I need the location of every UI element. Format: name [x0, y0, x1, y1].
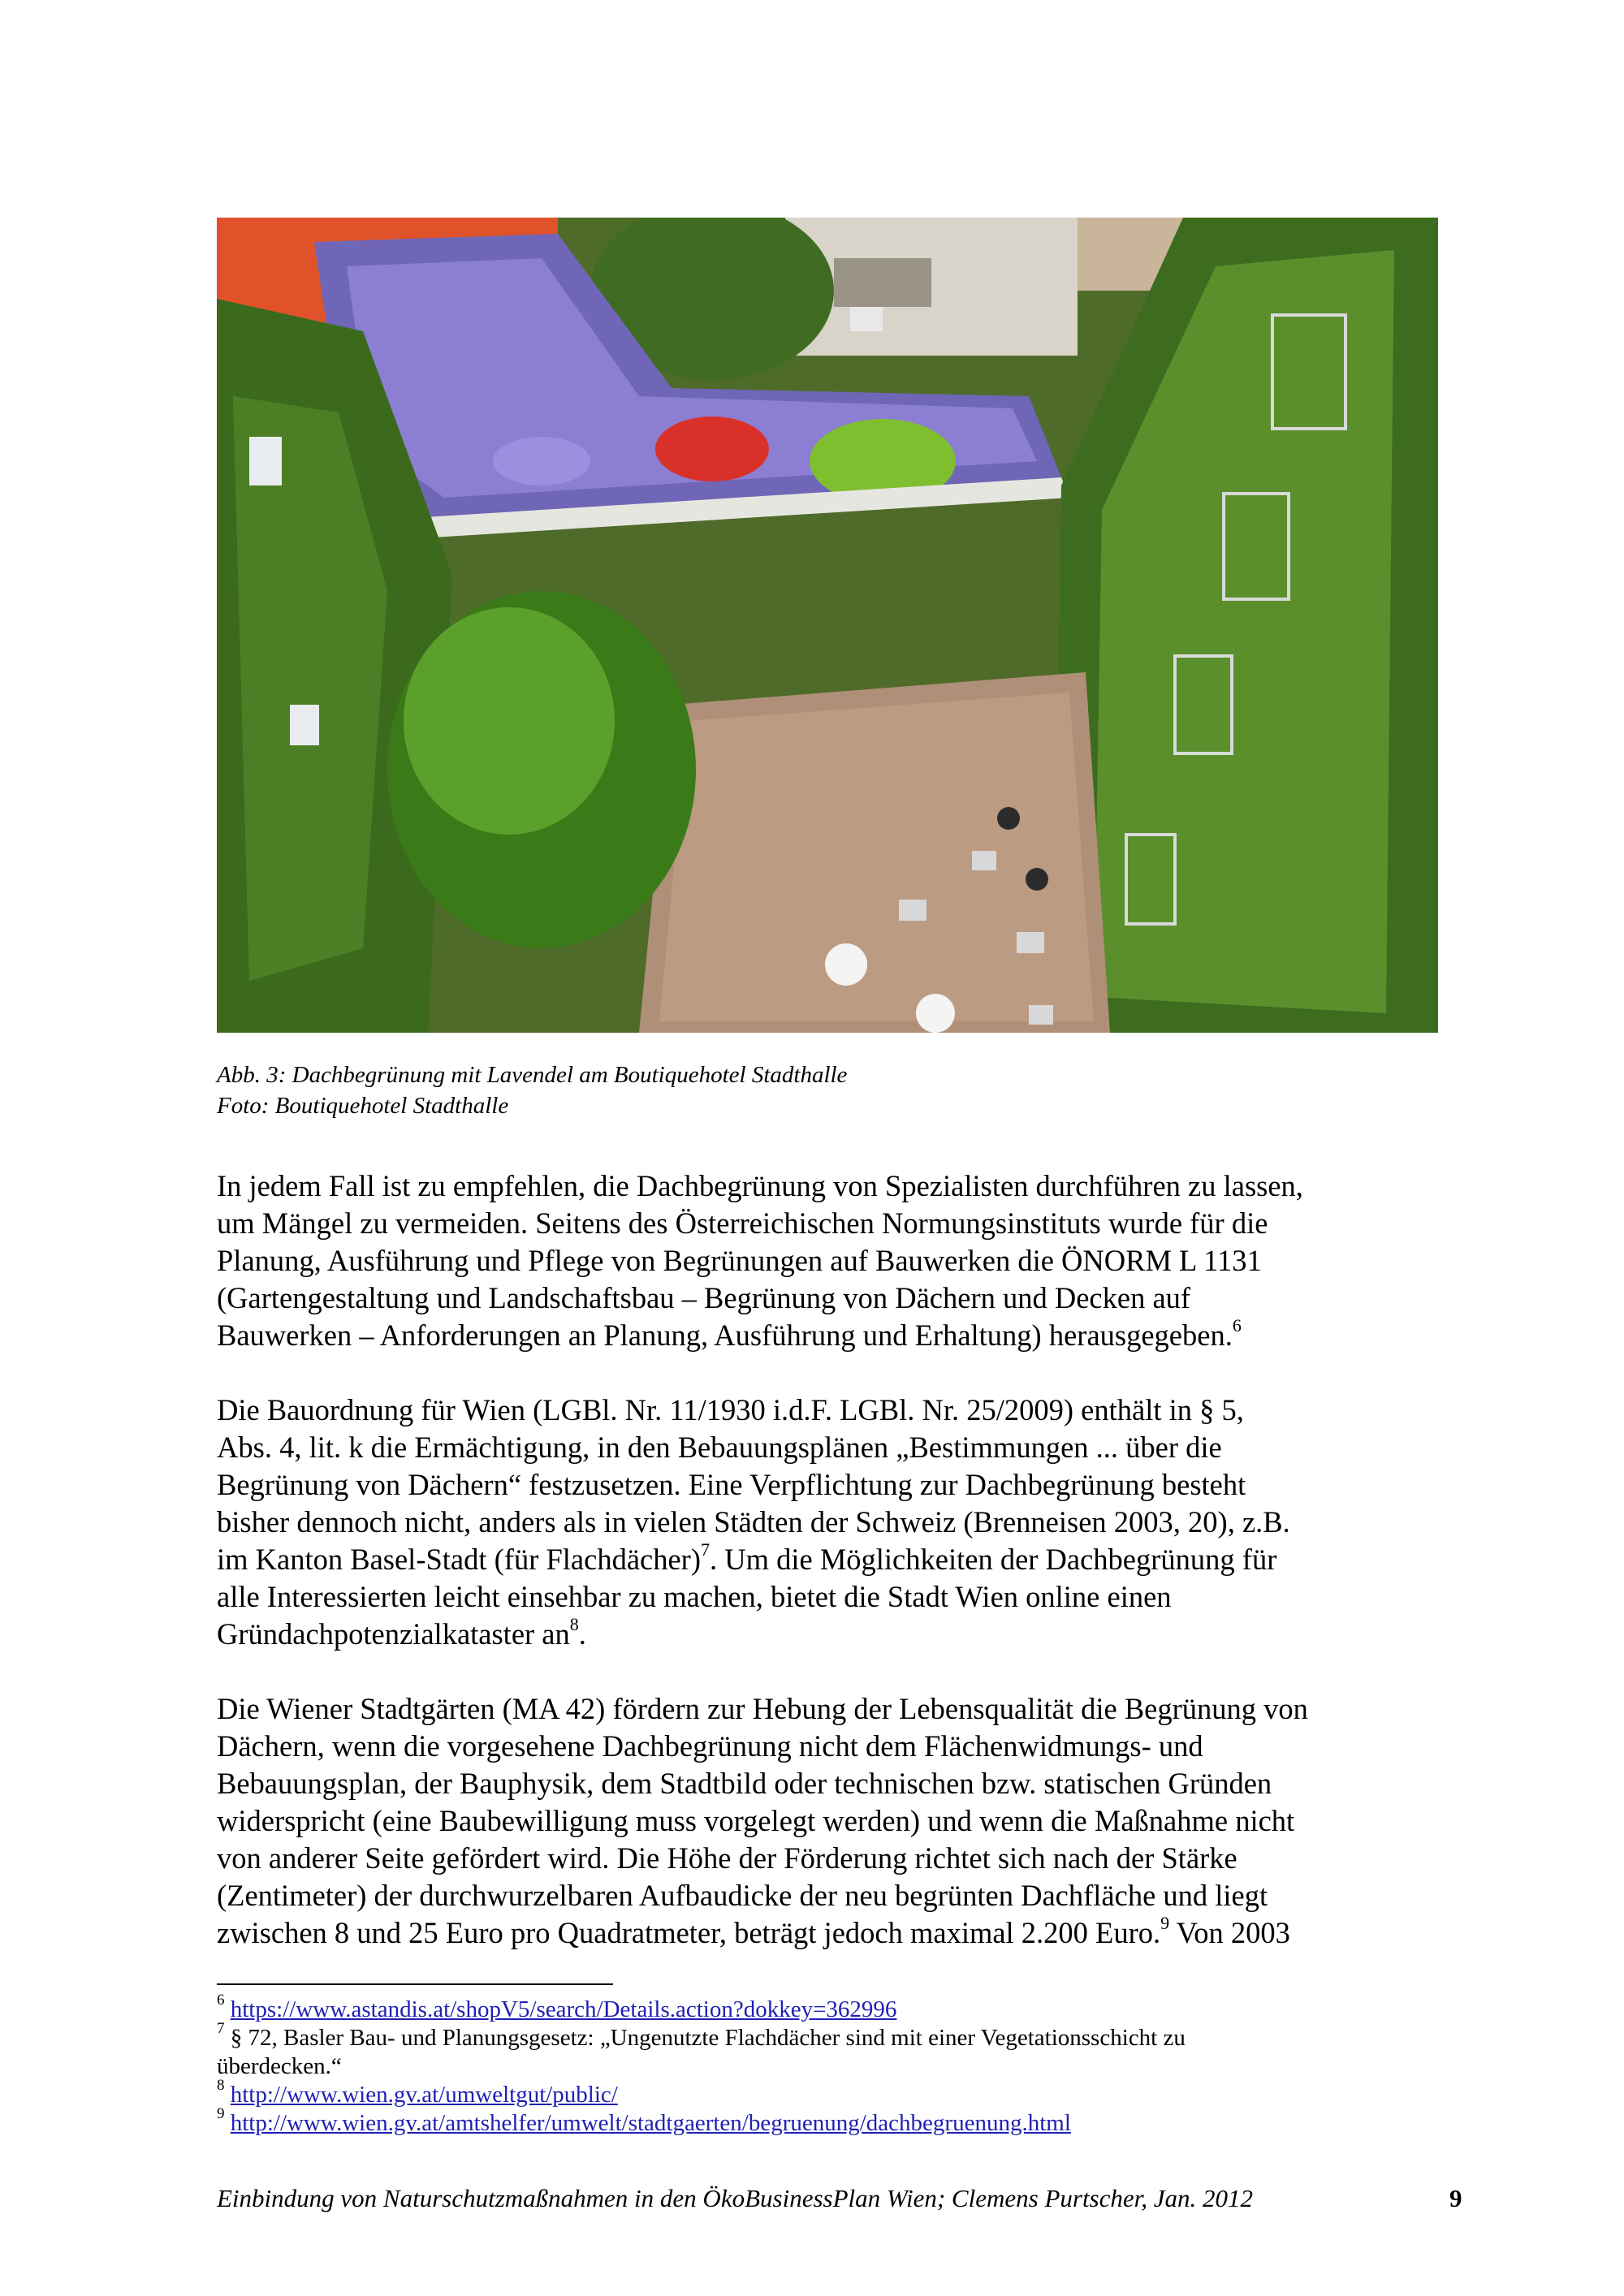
text-line: Abs. 4, lit. k die Ermächtigung, in den Bebauungsplänen „Bestimmungen ... über die [217, 1431, 1222, 1464]
text-line: um Mängel zu vermeiden. Seitens des Österreichischen Normungsinstituts wurde für die [217, 1206, 1268, 1240]
figure-caption [217, 1060, 1435, 1121]
text-line: Dächern, wenn die vorgesehene Dachbegrünung nicht dem Flächenwidmungs- und [217, 1729, 1203, 1763]
text-segment: . [578, 1617, 586, 1651]
text-line: Die Bauordnung für Wien (LGBl. Nr. 11/1930 i.d.F. LGBl. Nr. 25/2009) enthält in § 5, [217, 1393, 1244, 1426]
text-line: von anderer Seite gefördert wird. Die Höhe der Förderung richtet sich nach der Stärke [217, 1841, 1237, 1875]
text-line [217, 1314, 1451, 1354]
page-footer: Einbindung von Naturschutzmaßnahmen in den ÖkoBusinessPlan Wien; Clemens Purtscher, Jan. 2012 [217, 2184, 1254, 2212]
text-line: (Zentimeter) der durchwurzelbaren Aufbaudicke der neu begrünten Dachfläche und liegt [217, 1879, 1268, 1912]
text-segment: Bauwerken – Anforderungen an Planung, Ausführung und Erhaltung) herausgegeben. [217, 1318, 1233, 1352]
text-line [217, 1541, 1451, 1578]
text-segment: im Kanton Basel-Stadt (für Flachdächer) [217, 1543, 701, 1576]
text-line [217, 1914, 1451, 1952]
figure-photo [217, 218, 1438, 1033]
footnote-ref-7[interactable]: 7 [700, 1539, 710, 1560]
page-number: 9 [1449, 2184, 1462, 2212]
text-line: Die Wiener Stadtgärten (MA 42) fördern zur Hebung der Lebensqualität die Begrünung von [217, 1692, 1308, 1725]
footnote-ref-8[interactable]: 8 [569, 1613, 579, 1634]
text-line: bisher dennoch nicht, anders als in vielen Städten der Schweiz (Brenneisen 2003, 20), z.B. [217, 1505, 1290, 1539]
footnote-number: 8 [217, 2077, 225, 2095]
footnote-number: 9 [217, 2105, 225, 2123]
paragraph-2 [217, 1392, 1451, 1653]
paragraph-3 [217, 1690, 1451, 1952]
footnote-6 [217, 1992, 1435, 2024]
footnote-7 [217, 2020, 1435, 2052]
text-segment: Von 2003 [1169, 1916, 1290, 1949]
footnote-text: § 72, Basler Bau- und Planungsgesetz: „Ungenutzte Flachdächer sind mit einer Vegetationsschicht zu [230, 2025, 1186, 2051]
footnote-divider [217, 1983, 613, 1985]
text-line [217, 1613, 1451, 1653]
footnote-ref-6[interactable]: 6 [1232, 1314, 1242, 1336]
text-segment: . Um die Möglichkeiten der Dachbegrünung für [709, 1543, 1277, 1576]
footnote-link[interactable]: http://www.wien.gv.at/amtshelfer/umwelt/stadtgaerten/begruenung/dachbegruenung.html [230, 2110, 1071, 2136]
footnote-8 [217, 2077, 1435, 2109]
footnote-9 [217, 2105, 1435, 2138]
green-roof-photo [217, 218, 1438, 1033]
text-line: Bebauungsplan, der Bauphysik, dem Stadtbild oder technischen bzw. statischen Gründen [217, 1767, 1272, 1800]
paragraph-1 [217, 1167, 1451, 1354]
caption-title: Abb. 3: Dachbegrünung mit Lavendel am Boutiquehotel Stadthalle [217, 1062, 848, 1088]
footnotes [217, 1992, 1435, 2138]
text-line: Planung, Ausführung und Pflege von Begrünungen auf Bauwerken die ÖNORM L 1131 [217, 1244, 1262, 1277]
text-line: Begrünung von Dächern“ festzusetzen. Eine Verpflichtung zur Dachbegrünung besteht [217, 1468, 1246, 1501]
footnote-number: 6 [217, 1992, 225, 2009]
text-line: widerspricht (eine Baubewilligung muss vorgelegt werden) und wenn die Maßnahme nicht [217, 1804, 1295, 1837]
text-line: (Gartengestaltung und Landschaftsbau – Begrünung von Dächern und Decken auf [217, 1281, 1191, 1314]
footnote-number: 7 [217, 2020, 225, 2038]
text-segment: zwischen 8 und 25 Euro pro Quadratmeter, beträgt jedoch maximal 2.200 Euro. [217, 1916, 1161, 1949]
text-line: alle Interessierten leicht einsehbar zu machen, bietet die Stadt Wien online einen [217, 1580, 1172, 1613]
footnote-link[interactable]: https://www.astandis.at/shopV5/search/Details.action?dokkey=362996 [230, 1996, 897, 2022]
footnote-ref-9[interactable]: 9 [1160, 1912, 1170, 1933]
text-line: In jedem Fall ist zu empfehlen, die Dachbegrünung von Spezialisten durchführen zu lassen, [217, 1169, 1303, 1202]
text-segment: Gründachpotenzialkataster an [217, 1617, 570, 1651]
footnote-link[interactable]: http://www.wien.gv.at/umweltgut/public/ [230, 2082, 618, 2108]
caption-credit: Foto: Boutiquehotel Stadthalle [217, 1093, 509, 1119]
footnote-7-continuation: überdecken.“ [217, 2053, 342, 2079]
